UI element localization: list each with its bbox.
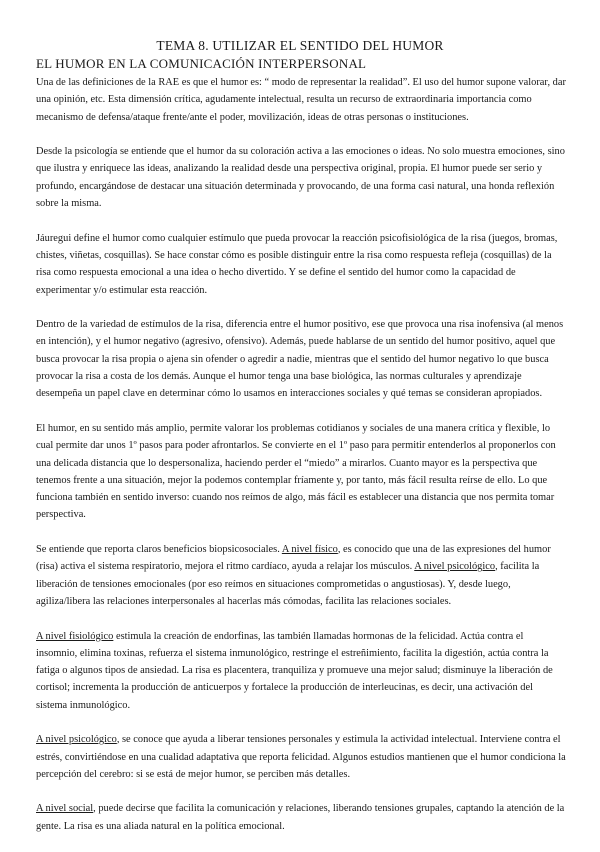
paragraph-jauregui: Jáuregui define el humor como cualquier estímulo que pueda provocar la reacción psicofisiológica de la risa (juegos, bromas, chistes, viñetas, cosquillas). Se hace constar cómo es posible distinguir entre la risa como respuesta refleja (cosquillas) de la risa como respuesta emocional a una idea o hecho divertido. Y se define el sentido del humor como la capacidad de experimentar y/o estimular esta reacción. (36, 232, 558, 296)
page-title: TEMA 8. UTILIZAR EL SENTIDO DEL HUMOR (156, 38, 444, 53)
paragraph-social (36, 800, 566, 835)
text-run: , se conoce que ayuda a liberar tensiones personales y estimula la actividad intelectual. Interviene contra el estrés, convirtiéndose en una cualidad adaptativa que reporta felicidad. Algunos estudios mantienen que el humor condiciona la percepción del cerebro: si se está de mejor humor, se perciben más detalles. (36, 734, 566, 780)
paragraph-physiological (36, 628, 566, 714)
underlined-term-social: A nivel social (36, 803, 94, 815)
underlined-term-psicologico: A nivel psicológico (414, 561, 496, 573)
paragraph-benefits (36, 541, 566, 610)
text-run: Se entiende que reporta claros beneficios biopsicosociales. (36, 544, 282, 556)
text-run: estimula la creación de endorfinas, las también llamadas hormonas de la felicidad. Actúa contra el insomnio, elimina toxinas, refuerza el sistema inmunológico, restringe el estreñimiento, facilita la digestión, actúa contra la fatiga o algunos tipos de ansiedad. La risa es placentera, tranquiliza y promueve una mejor salud; disminuye la liberación de cortisol; incrementa la producción de anticuerpos y fortalece la producción de interleucinas, es decir, una activación del sistema inmunológico. (36, 630, 553, 711)
underlined-term-fisiologico: A nivel fisiológico (36, 630, 114, 642)
document-body (36, 74, 566, 852)
section-subtitle: EL HUMOR EN LA COMUNICACIÓN INTERPERSONAL (36, 56, 367, 71)
underlined-term-psicologico-2: A nivel psicológico (36, 734, 117, 746)
text-run: , es conocido que una de las expresiones del humor (risa) activa el sistema respiratorio, mejora el ritmo cardíaco, ayuda a relajar los músculos. (36, 544, 551, 573)
underlined-term-fisico: A nivel físico (281, 544, 338, 556)
paragraph-psychology: Desde la psicología se entiende que el humor da su coloración activa a las emociones o ideas. No solo muestra emociones, sino que ilustra y enriquece las ideas, analizando la realidad desde una perspectiva original, propia. El humor puede ser serio y profundo, encargándose de destacar una situación determinada y provocando, de una forma casi natural, una honda reflexión sobre la misma. (36, 146, 565, 210)
text-run: , puede decirse que facilita la comunicación y relaciones, liberando tensiones grupales, captando la atención de la gente. La risa es una aliada natural en la política emocional. (36, 803, 565, 832)
paragraph-humor-types: Dentro de la variedad de estímulos de la risa, diferencia entre el humor positivo, ese que provoca una risa inofensiva (al menos en intención), y el humor negativo (agresivo, ofensivo). Además, puede hablarse de un sentido del humor positivo, aquel que busca provocar la risa propia o ajena sin ofender o agredir a nadie, mientras que el sentido del humor negativo lo que busca provocar la risa a costa de los demás. Aunque el humor tenga una base biológica, las normas culturales y aprendizaje desempeña un papel clave en determinar cómo lo usamos en interacciones sociales y qué temas se consideran apropiados. (36, 319, 564, 400)
paragraph-rae-definition: Una de las definiciones de la RAE es que el humor es: “ modo de representar la realidad”. El uso del humor supone valorar, dar una opinión, etc. Esta dimensión crítica, agudamente intelectual, resulta un recurso de extraordinaria importancia como mecanismo de defensa/ataque frente/ante el poder, movilización, ideas de otras personas o instituciones. (36, 77, 566, 123)
paragraph-psychological (36, 731, 566, 783)
text-run: , facilita la liberación de tensiones emocionales (por eso reímos en situaciones comprometidas o angustiosas). Y, desde luego, agiliza/libera las relaciones interpersonales al hacerlas más cómodas, facilita las relaciones sociales. (36, 561, 540, 607)
paragraph-perspective: El humor, en su sentido más amplio, permite valorar los problemas cotidianos y sociales de una manera crítica y flexible, lo cual permite dar unos 1º pasos para poder afrontarlos. Se convierte en el 1º paso para permitir entenderlos al proponerlos con una delicada distancia que lo despersonaliza, haciendo perder el “miedo” a mirarlos. Cuanto mayor es la perspectiva que tenemos frente a una situación, mejor la podemos contemplar fríamente y, por tanto, más fácil resulta reírse de ello. Lo que funciona también en sentido inverso: cuando nos reímos de algo, más fácil es establecer una distancia que nos permita tomar perspectiva. (36, 422, 556, 521)
